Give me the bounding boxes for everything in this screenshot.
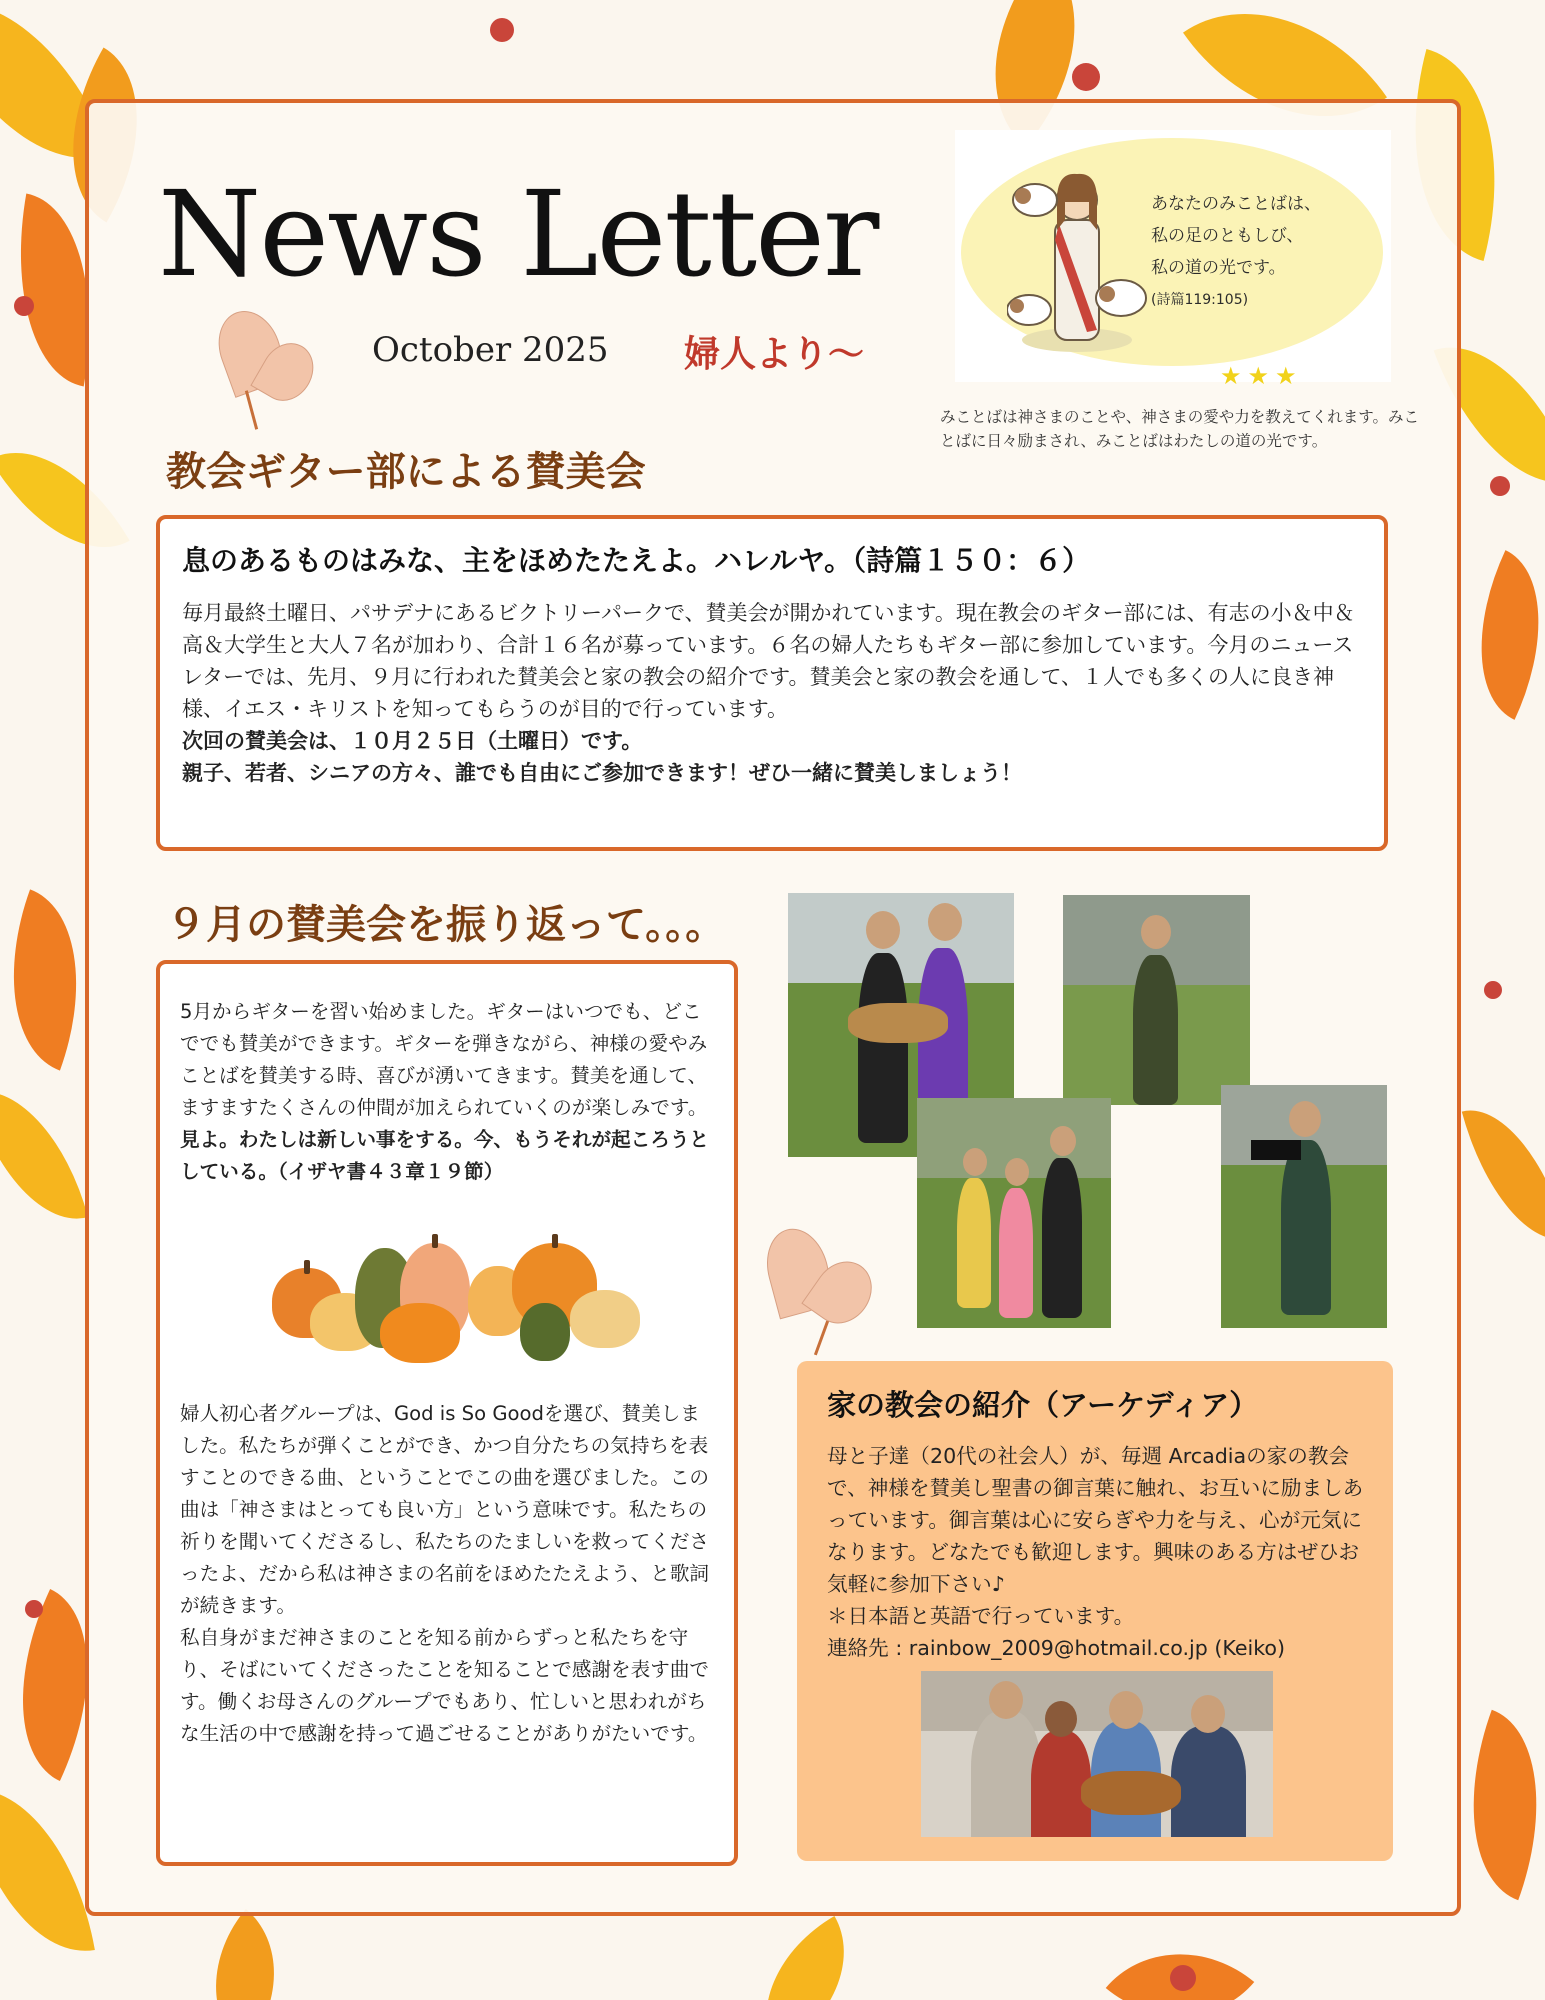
body-text: 婦人初心者グループは、God is So Goodを選び、賛美しました。私たちが弾くことができ、かつ自分たちの気持ちを表すことのできる曲、ということでこの曲を選びました。この曲は「神さまはとっても良い方」という意味です。私たちの祈りを聞いてくださるし、私たちのたましいを救ってくださったよ、だから私は神さまの名前をほめたたえよう、と歌詞が続きます。 [180, 1402, 710, 1617]
next-event: 次回の賛美会は、１０月２５日（土曜日）です。 [182, 729, 643, 753]
page-title: News Letter [158, 165, 878, 303]
pumpkins-illustration [180, 1208, 714, 1368]
photo-soloist [1221, 1085, 1387, 1328]
body-text: 私自身がまだ神さまのことを知る前からずっと私たちを守り、そばにいてくださったことを知ることで感謝を表す曲です。働くお母さんのグループでもあり、忙しいと思われがちな生活の中で感謝を持って過ごせることがありがたいです。 [180, 1626, 710, 1745]
verse-text [1151, 188, 1381, 316]
body-text: 母と子達（20代の社会人）が、毎週 Arcadiaの家の教会で、神様を賛美し聖書の御言葉に触れ、お互いに励ましあっています。御言葉は心に安らぎや力を与え、心が元気になります。どなたでも歓迎します。興味のある方はぜひお気軽に参加下さい♪ [827, 1444, 1364, 1596]
star-icon: ★★★ [1220, 362, 1303, 390]
reflection-box [156, 960, 738, 1866]
flower-icon [210, 300, 330, 430]
photo-house-church-group [921, 1671, 1273, 1837]
flower-icon [760, 1220, 890, 1360]
verse-line: あなたのみことばは、 [1151, 194, 1321, 214]
verse-card [955, 130, 1391, 390]
section-heading: 教会ギター部による賛美会 [166, 449, 646, 495]
worship-info-box [156, 515, 1388, 851]
verse-line: 私の道の光です。 [1151, 258, 1286, 278]
body-text: 毎月最終土曜日、パサデナにあるビクトリーパークで、賛美会が開かれています。現在教会のギター部には、有志の小＆中＆高＆大学生と大人７名が加わり、合計１６名が募っています。６名の婦人たちもギター部に参加しています。今月のニュースレターでは、先月、９月に行われた賛美会と家の教会の紹介です。賛美会と家の教会を通して、１人でも多くの人に良き神様、イエス・キリストを知ってもらうのが目的で行っています。 [182, 601, 1355, 721]
shepherd-illustration [1007, 160, 1147, 360]
author-label: 婦人より〜 [684, 334, 865, 375]
house-church-box [797, 1361, 1393, 1861]
box-title: 息のあるものはみな、主をほめたたえよ。ハレルヤ。（詩篇１５０：６） [182, 544, 1091, 577]
verse-quote: 見よ。わたしは新しい事をする。今、もうそれが起ころうとしている。（イザヤ書４３章１９節） [180, 1128, 710, 1183]
body-text: 5月からギターを習い始めました。ギターはいつでも、どこででも賛美ができます。ギターを弾きながら、神様の愛やみことばを賛美する時、喜びが湧いてきます。賛美を通して、ますますたくさんの仲間が加えられていくのが楽しみです。 [180, 1000, 708, 1119]
section-heading: ９月の賛美会を振り返って。。。 [166, 902, 726, 948]
verse-caption: みことばは神さまのことや、神さまの愛や力を教えてくれます。みことばに日々励まされ、みことばはわたしの道の光です。 [940, 408, 1419, 450]
invitation-text: 親子、若者、シニアの方々、誰でも自由にご参加できます！ぜひ一緒に賛美しましょう！ [182, 761, 1022, 785]
photo-children-group [917, 1098, 1111, 1328]
box-title: 家の教会の紹介（アーケディア） [827, 1388, 1259, 1422]
verse-line: 私の足のともしび、 [1151, 226, 1304, 246]
photo-singer [1063, 895, 1250, 1105]
language-note: ＊日本語と英語で行っています。 [827, 1604, 1135, 1628]
verse-reference: (詩篇119:105) [1151, 292, 1249, 308]
issue-date: October 2025 [372, 330, 609, 370]
contact-info[interactable]: 連絡先 : rainbow_2009@hotmail.co.jp (Keiko) [827, 1636, 1286, 1660]
